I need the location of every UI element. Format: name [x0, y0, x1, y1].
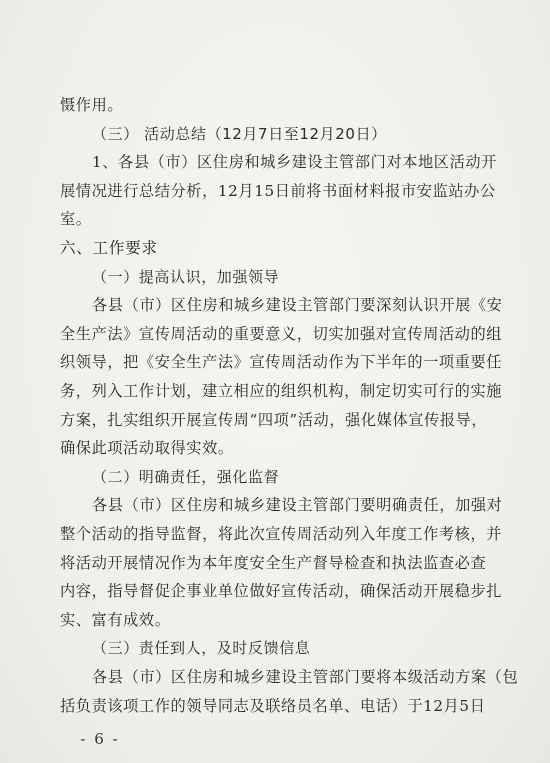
page-number: - 6 -: [80, 730, 120, 749]
paragraph-line: 括负责该项工作的领导同志及联络员名单、电话）于12月5日: [60, 696, 486, 715]
paragraph-line: 室。: [60, 210, 92, 229]
subsection-heading: （二）明确责任，强化监督: [92, 467, 280, 486]
paragraph-line: 内容，指导督促企事业单位做好宣传活动，确保活动开展稳步扎: [60, 582, 503, 601]
paragraph-line: 整个活动的指导监督，将此次宣传周活动列入年度工作考核，并: [60, 525, 503, 543]
paragraph-line: 方案，扎实组织开展宣传周“四项”活动，强化媒体宣传报导，: [60, 410, 488, 429]
paragraph-line: 慑作用。: [60, 96, 124, 114]
paragraph-line: 将活动开展情况作为本年度安全生产督导检查和执法监查必查: [60, 553, 487, 572]
paragraph-line: 展情况进行总结分析，12月15日前将书面材料报市安监站办公: [60, 181, 496, 200]
paragraph-line: 确保此项活动取得实效。: [60, 439, 234, 458]
subsection-heading: （三）责任到人，及时反馈信息: [92, 639, 311, 658]
paragraph-line: 1、各县（市）区住房和城乡建设主管部门对本地区活动开: [92, 153, 497, 172]
paragraph-line: 织领导，把《安全生产法》宣传周活动作为下半年的一项重要任: [60, 353, 503, 372]
paragraph-line: 实、富有成效。: [60, 610, 171, 629]
paragraph-line: 各县（市）区住房和城乡建设主管部门要将本级活动方案（包: [92, 668, 519, 686]
activity-summary-heading: （三） 活动总结（12月7日至12月20日）: [92, 124, 387, 143]
subsection-heading: （一）提高认识，加强领导: [92, 267, 280, 286]
paragraph-line: 务，列入工作计划，建立相应的组织机构，制定切实可行的实施: [60, 382, 503, 400]
paragraph-line: 各县（市）区住房和城乡建设主管部门要深刻认识开展《安: [92, 296, 503, 315]
section-heading: 六、工作要求: [60, 239, 158, 257]
paragraph-line: 各县（市）区住房和城乡建设主管部门要明确责任，加强对: [92, 496, 503, 515]
paragraph-line: 全生产法》宣传周活动的重要意义，切实加强对宣传周活动的组: [60, 324, 503, 343]
